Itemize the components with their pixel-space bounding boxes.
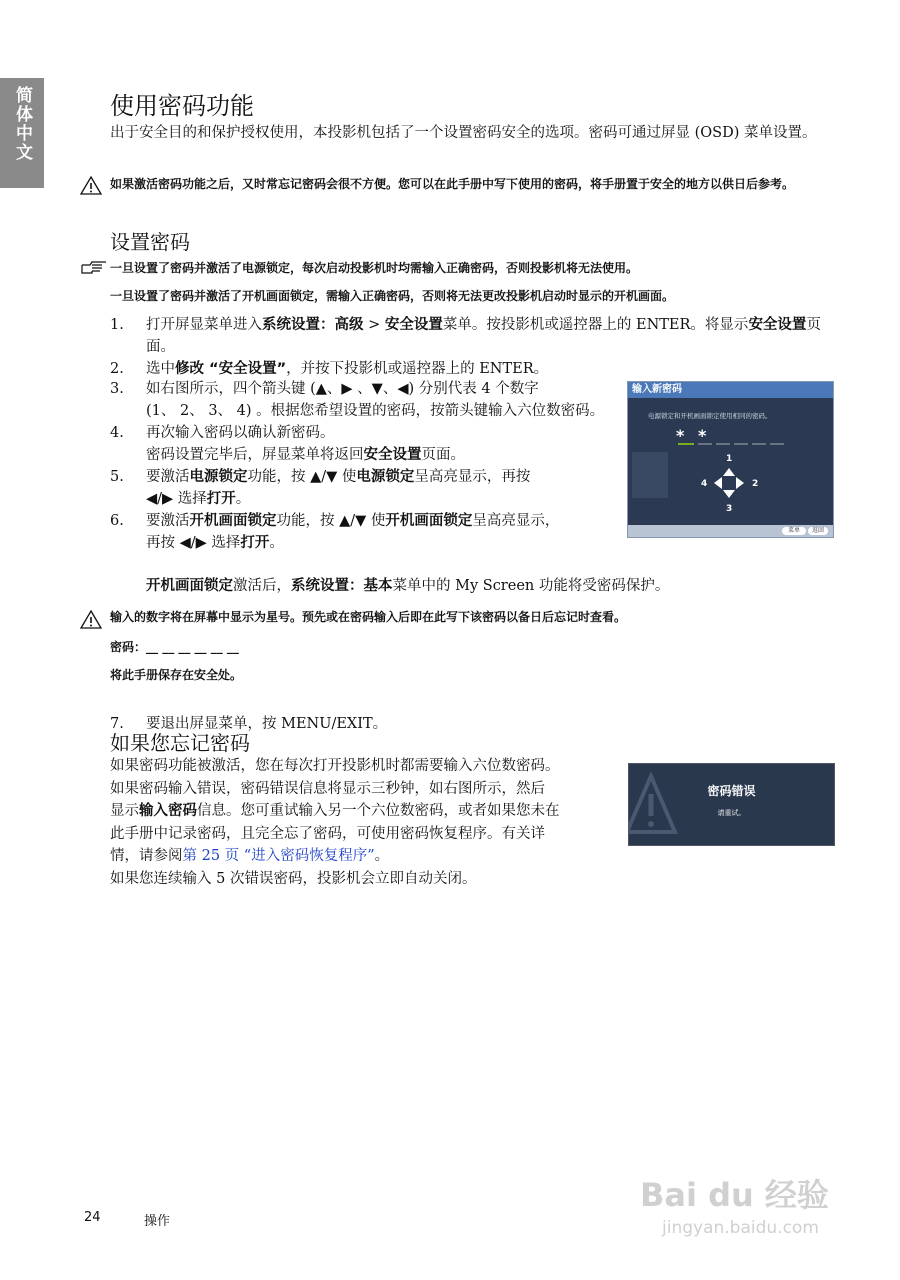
warning-icon — [80, 175, 102, 195]
step-3: 3. 如右图所示，四个箭头键 (▲、▶ 、▼、◀) 分别代表 4 个数字 (1、 2、 3、 4) 。根据您希望设置的密码，按箭头键输入六位数密码。 — [110, 381, 605, 419]
steps-list-1-2 — [110, 314, 835, 380]
section-heading-forgot-password: 如果您忘记密码 — [110, 731, 250, 755]
section-heading-set-password: 设置密码 — [110, 230, 190, 254]
password-blanks: __ __ __ __ __ __ — [146, 640, 239, 654]
intro-paragraph: 出于安全目的和保护授权使用，本投影机包括了一个设置密码安全的选项。密码可通过屏显 (OSD) 菜单设置。 — [110, 125, 817, 141]
recovery-procedure-link[interactable]: 第 25 页 “进入密码恢复程序” — [182, 848, 375, 864]
forgot-paragraph: 如果密码功能被激活，您在每次打开投影机时都需要输入六位数密码。 如果密码输入错误，密码错误信息将显示三秒钟，如右图所示，然后 显示输入密码信息。您可重试输入另一个六位数密码，或者如果您未在 此手册中记录密码，且完全忘了密码，可使用密码恢复程序。有关详 情，请参阅第 25 页 “进入密码恢复程序”。 — [110, 758, 560, 864]
osd-error-subtitle: 请重试。 — [717, 809, 746, 817]
step-7: 7. 要退出屏显菜单，按 MENU/EXIT。 — [110, 716, 388, 732]
warning-note-1: 如果激活密码功能之后，又时常忘记密码会很不方便。您可以在此手册中写下使用的密码，将手册置于安全的地方以供日后参考。 — [110, 177, 795, 191]
steps-list-3-6 — [110, 378, 615, 554]
side-language-tab — [0, 78, 44, 188]
hand-note-1: 一旦设置了密码并激活了电源锁定，每次启动投影机时均需输入正确密码，否则投影机将无法使用。 — [110, 261, 639, 275]
password-record-line — [110, 637, 239, 657]
watermark-url: jingyan.baidu.com — [662, 1218, 819, 1238]
side-tab-label: 简体中文 — [12, 86, 32, 162]
warning-note-2: 输入的数字将在屏幕中显示为星号。预先或在密码输入后即在此写下该密码以备日后忘记时查看。 — [110, 610, 627, 624]
footer-section-name: 操作 — [144, 1214, 171, 1229]
step-6: 6. 要激活开机画面锁定功能，按 ▲/▼ 使开机画面锁定呈高亮显示， 再按 ◀/▶ 选择打开。 — [110, 513, 560, 551]
osd-back-button: 返回 — [808, 527, 828, 535]
step-5: 5. 要激活电源锁定功能，按 ▲/▼ 使电源锁定呈高亮显示，再按 ◀/▶ 选择打开。 — [110, 469, 531, 507]
step-1: 1. 打开屏显菜单进入系统设置：高级 > 安全设置菜单。按投影机或遥控器上的 ENTER。将显示安全设置页面。 — [110, 317, 821, 355]
osd-enter-new-password-screenshot — [627, 381, 834, 538]
password-label: 密码： — [110, 640, 147, 654]
osd-password-error-screenshot — [628, 763, 835, 846]
osd-key-3: 3 — [726, 504, 733, 514]
step-4: 4. 再次输入密码以确认新密码。 密码设置完毕后，屏显菜单将返回安全设置页面。 — [110, 425, 465, 463]
osd-key-4: 4 — [701, 479, 708, 489]
osd-title: 输入新密码 — [628, 382, 833, 398]
osd-menu-button: 菜单 — [782, 527, 806, 535]
watermark-logo: Bai du 经验 — [640, 1176, 829, 1214]
hand-note-2: 一旦设置了密码并激活了开机画面锁定，需输入正确密码，否则将无法更改投影机启动时显示的开机画面。 — [110, 289, 675, 303]
page-title: 使用密码功能 — [110, 92, 254, 120]
osd-footer — [628, 525, 833, 537]
pointing-hand-icon — [80, 261, 108, 275]
page-number: 24 — [84, 1210, 101, 1225]
osd-key-2: 2 — [752, 479, 759, 489]
splash-lock-note: 开机画面锁定激活后，系统设置：基本菜单中的 My Screen 功能将受密码保护。 — [146, 578, 670, 594]
osd-key-1: 1 — [726, 454, 733, 464]
warning-icon — [80, 609, 102, 629]
keep-manual-note: 将此手册保存在安全处。 — [110, 668, 243, 682]
osd-subtitle: 电源锁定和开机画面锁定使用相同的密码。 — [648, 412, 772, 420]
step-2: 2. 选中修改 “安全设置”，并按下投影机或遥控器上的 ENTER。 — [110, 361, 549, 377]
osd-password-stars: * * — [676, 426, 711, 445]
auto-shutdown-note: 如果您连续输入 5 次错误密码，投影机会立即自动关闭。 — [110, 871, 477, 887]
osd-error-title: 密码错误 — [707, 784, 756, 798]
